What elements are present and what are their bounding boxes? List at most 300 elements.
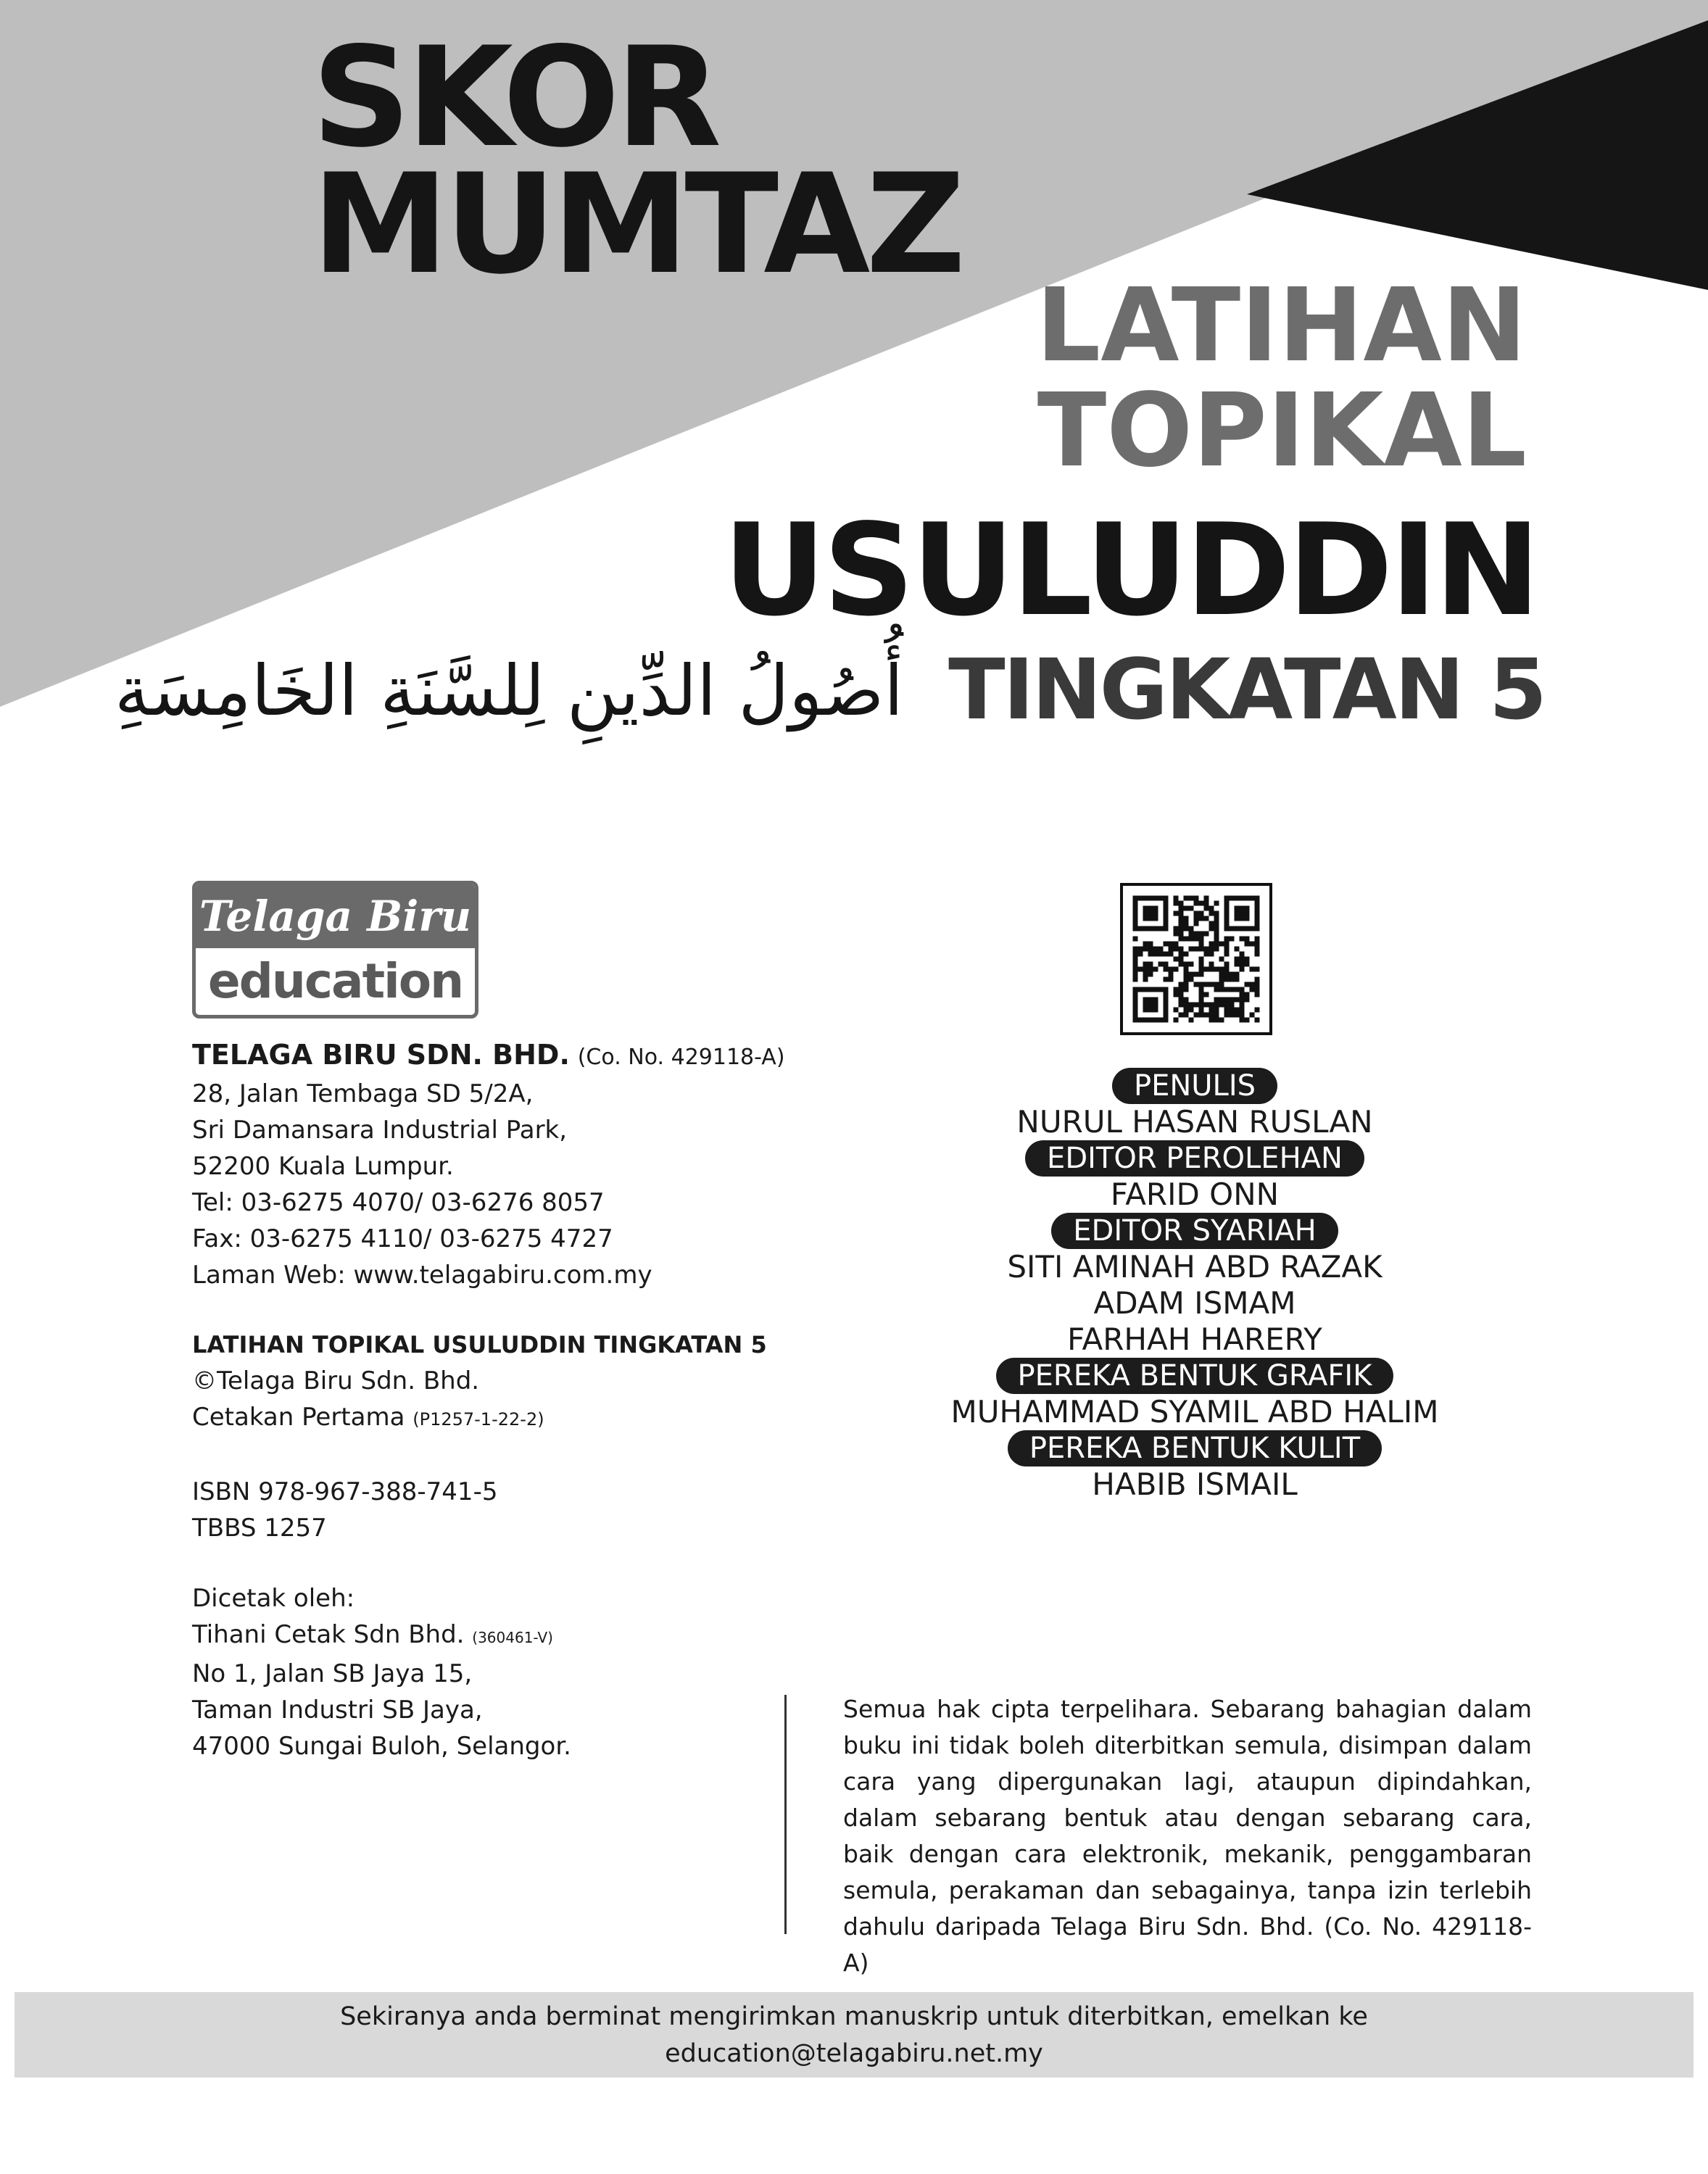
qr-module: [1148, 1008, 1153, 1013]
role-badge: PEREKA BENTUK KULIT: [1008, 1430, 1382, 1466]
qr-module: [1255, 1008, 1260, 1013]
qr-module: [1174, 967, 1179, 972]
qr-module: [1153, 1003, 1158, 1008]
qr-module: [1133, 947, 1138, 952]
publisher-fax: Fax: 03-6275 4110/ 03-6275 4727: [192, 1224, 613, 1253]
qr-module: [1179, 906, 1184, 911]
credit-group-cover-designer: [868, 1430, 1521, 1503]
qr-module: [1240, 967, 1245, 972]
qr-module: [1250, 987, 1255, 992]
qr-module: [1199, 911, 1204, 916]
qr-module: [1255, 916, 1260, 921]
qr-module: [1148, 987, 1153, 992]
qr-module: [1255, 1018, 1260, 1023]
qr-module: [1133, 1008, 1138, 1013]
qr-module: [1250, 896, 1255, 901]
qr-module: [1224, 901, 1230, 906]
subject-title: USULUDDIN: [723, 497, 1538, 644]
spacer: [192, 1437, 767, 1474]
qr-module: [1255, 911, 1260, 916]
qr-module: [1240, 906, 1245, 911]
qr-module: [1245, 926, 1250, 932]
qr-module: [1214, 926, 1219, 932]
qr-module: [1255, 921, 1260, 926]
qr-module: [1133, 957, 1138, 962]
publisher-info: [192, 1037, 785, 1293]
qr-module: [1199, 1013, 1204, 1018]
qr-module: [1189, 1018, 1194, 1023]
qr-module: [1133, 937, 1138, 942]
qr-module: [1153, 896, 1158, 901]
qr-module: [1143, 911, 1148, 916]
qr-module: [1133, 977, 1138, 982]
publisher-name-line: [192, 1037, 785, 1076]
qr-module: [1214, 916, 1219, 921]
qr-module: [1255, 982, 1260, 987]
qr-module: [1199, 982, 1204, 987]
qr-module: [1174, 992, 1179, 997]
qr-module: [1179, 952, 1184, 957]
qr-module: [1174, 1018, 1179, 1023]
qr-module: [1255, 937, 1260, 942]
qr-module: [1179, 957, 1184, 962]
qr-module: [1138, 967, 1143, 972]
book-title: LATIHAN TOPIKAL USULUDDIN TINGKATAN 5: [192, 1331, 767, 1358]
credit-name: MUHAMMAD SYAMIL ABD HALIM: [950, 1394, 1439, 1430]
qr-module: [1194, 911, 1199, 916]
qr-module: [1230, 1008, 1235, 1013]
qr-module: [1209, 1003, 1214, 1008]
credit-name: ADAM ISMAM: [1093, 1285, 1296, 1321]
qr-module: [1174, 911, 1179, 916]
qr-module: [1194, 896, 1199, 901]
qr-module: [1148, 911, 1153, 916]
qr-module: [1230, 972, 1235, 977]
qr-module: [1209, 911, 1214, 916]
qr-module: [1245, 942, 1250, 947]
qr-module: [1214, 967, 1219, 972]
qr-module: [1235, 947, 1240, 952]
qr-module: [1214, 942, 1219, 947]
qr-module: [1133, 962, 1138, 967]
qr-module: [1133, 906, 1138, 911]
qr-module: [1255, 977, 1260, 982]
qr-module: [1169, 967, 1174, 972]
qr-module: [1235, 906, 1240, 911]
qr-module: [1184, 926, 1189, 932]
qr-module: [1179, 901, 1184, 906]
qr-module: [1143, 1003, 1148, 1008]
qr-module: [1174, 1008, 1179, 1013]
book-isbn: ISBN 978-967-388-741-5: [192, 1477, 498, 1506]
qr-module: [1133, 967, 1138, 972]
qr-module: [1245, 992, 1250, 997]
qr-module: [1204, 992, 1209, 997]
qr-module: [1224, 1013, 1230, 1018]
qr-module: [1179, 911, 1184, 916]
qr-code: [1120, 883, 1272, 1035]
qr-module: [1214, 932, 1219, 937]
qr-module: [1158, 926, 1164, 932]
qr-module: [1158, 947, 1164, 952]
qr-module: [1204, 916, 1209, 921]
qr-module: [1179, 982, 1184, 987]
qr-module: [1230, 937, 1235, 942]
qr-module: [1224, 962, 1230, 967]
qr-module: [1199, 1003, 1204, 1008]
qr-module: [1194, 901, 1199, 906]
qr-module: [1179, 916, 1184, 921]
qr-module: [1214, 911, 1219, 916]
qr-module: [1235, 896, 1240, 901]
printer-info: [192, 1580, 571, 1764]
qr-module: [1235, 926, 1240, 932]
qr-module: [1143, 942, 1148, 947]
qr-module: [1255, 896, 1260, 901]
qr-module: [1179, 932, 1184, 937]
qr-module: [1224, 1008, 1230, 1013]
qr-module: [1214, 937, 1219, 942]
qr-module: [1148, 942, 1153, 947]
qr-module: [1184, 997, 1189, 1003]
book-edition-code: (P1257-1-22-2): [413, 1409, 544, 1430]
printer-address-3: 47000 Sungai Buloh, Selangor.: [192, 1732, 571, 1761]
qr-module: [1230, 987, 1235, 992]
qr-module: [1164, 901, 1169, 906]
qr-module: [1204, 982, 1209, 987]
qr-module: [1199, 901, 1204, 906]
qr-module: [1184, 952, 1189, 957]
qr-module: [1133, 992, 1138, 997]
publisher-logo: [192, 881, 478, 1018]
publisher-tel: Tel: 03-6275 4070/ 03-6276 8057: [192, 1188, 605, 1217]
qr-module: [1184, 987, 1189, 992]
qr-module: [1158, 987, 1164, 992]
qr-module: [1164, 997, 1169, 1003]
qr-module: [1230, 896, 1235, 901]
banner-email: education@telagabiru.net.my: [665, 2039, 1043, 2068]
qr-module: [1184, 1003, 1189, 1008]
qr-module: [1235, 962, 1240, 967]
qr-module: [1189, 906, 1194, 911]
qr-module: [1169, 947, 1174, 952]
qr-module: [1194, 972, 1199, 977]
qr-module: [1164, 906, 1169, 911]
qr-module: [1214, 1008, 1219, 1013]
qr-module: [1209, 947, 1214, 952]
qr-module: [1184, 921, 1189, 926]
qr-module: [1189, 1008, 1194, 1013]
book-tbbs: TBBS 1257: [192, 1514, 327, 1543]
qr-module: [1194, 932, 1199, 937]
qr-module: [1250, 926, 1255, 932]
credit-name: FARHAH HARERY: [1067, 1322, 1322, 1357]
publisher-address-1: 28, Jalan Tembaga SD 5/2A,: [192, 1079, 534, 1108]
qr-module: [1219, 987, 1224, 992]
qr-module: [1153, 1008, 1158, 1013]
role-badge: PENULIS: [1112, 1068, 1277, 1104]
qr-module: [1164, 921, 1169, 926]
qr-module: [1224, 921, 1230, 926]
qr-module: [1133, 987, 1138, 992]
qr-module: [1174, 896, 1179, 901]
qr-module: [1224, 997, 1230, 1003]
qr-module: [1214, 947, 1219, 952]
qr-module: [1148, 906, 1153, 911]
qr-module: [1148, 962, 1153, 967]
book-edition: Cetakan Pertama: [192, 1403, 405, 1432]
qr-module: [1224, 967, 1230, 972]
qr-module: [1214, 1013, 1219, 1018]
qr-module: [1164, 967, 1169, 972]
printer-name-line: [192, 1617, 571, 1656]
qr-module: [1235, 997, 1240, 1003]
qr-module: [1230, 1003, 1235, 1008]
role-badge: EDITOR SYARIAH: [1051, 1213, 1338, 1249]
qr-module: [1164, 1008, 1169, 1013]
qr-module: [1250, 982, 1255, 987]
qr-module: [1199, 987, 1204, 992]
qr-module: [1209, 906, 1214, 911]
credit-group-syariah-editor: [868, 1213, 1521, 1358]
printer-label: Dicetak oleh:: [192, 1584, 355, 1613]
qr-module: [1255, 906, 1260, 911]
qr-module: [1189, 977, 1194, 982]
logo-brand-text: Telaga Biru: [199, 892, 472, 941]
qr-module: [1214, 901, 1219, 906]
qr-module: [1143, 977, 1148, 982]
qr-module: [1138, 987, 1143, 992]
qr-module: [1164, 1013, 1169, 1018]
logo-top-band: [196, 884, 475, 948]
qr-module: [1224, 1003, 1230, 1008]
qr-module: [1153, 911, 1158, 916]
qr-module: [1245, 916, 1250, 921]
qr-module: [1153, 906, 1158, 911]
qr-module: [1240, 987, 1245, 992]
qr-module: [1224, 916, 1230, 921]
qr-module: [1230, 977, 1235, 982]
qr-module: [1133, 901, 1138, 906]
qr-module: [1153, 952, 1158, 957]
qr-module: [1245, 906, 1250, 911]
credit-group-acquisition-editor: [868, 1140, 1521, 1213]
qr-module: [1179, 937, 1184, 942]
qr-module: [1245, 1018, 1250, 1023]
qr-module: [1143, 1018, 1148, 1023]
qr-module: [1204, 906, 1209, 911]
publisher-name: TELAGA BIRU SDN. BHD.: [192, 1039, 570, 1071]
qr-module: [1199, 972, 1204, 977]
qr-module: [1250, 1013, 1255, 1018]
qr-module: [1204, 947, 1209, 952]
qr-module: [1245, 957, 1250, 962]
series-title-line1: SKOR: [312, 17, 718, 178]
qr-module: [1184, 977, 1189, 982]
qr-module: [1133, 896, 1138, 901]
qr-module: [1255, 926, 1260, 932]
rights-notice: Semua hak cipta terpelihara. Sebarang bahagian dalam buku ini tidak boleh diterbitkan semula, disimpan dalam cara yang dipergunakan lagi, ataupun dipindahkan, dalam sebarang bentuk atau dengan sebarang cara, baik dengan cara elektronik, mekanik, penggambaran semula, perakaman dan sebagainya, tanpa izin terlebih dahulu daripada Telaga Biru Sdn. Bhd. (Co. No. 429118-A): [843, 1695, 1532, 1977]
qr-module: [1169, 972, 1174, 977]
qr-module: [1235, 972, 1240, 977]
series-title-line2: MUMTAZ: [312, 144, 962, 304]
qr-module: [1209, 926, 1214, 932]
qr-module: [1204, 1013, 1209, 1018]
role-badge: EDITOR PEROLEHAN: [1025, 1140, 1364, 1177]
publisher-address-2: Sri Damansara Industrial Park,: [192, 1116, 568, 1145]
qr-module: [1174, 926, 1179, 932]
qr-module: [1184, 937, 1189, 942]
qr-module: [1255, 967, 1260, 972]
qr-module: [1194, 947, 1199, 952]
book-copyright: ©Telaga Biru Sdn. Bhd.: [192, 1366, 480, 1395]
qr-module: [1153, 987, 1158, 992]
qr-module: [1164, 916, 1169, 921]
qr-module: [1133, 952, 1138, 957]
qr-module: [1230, 1013, 1235, 1018]
qr-module: [1224, 972, 1230, 977]
qr-module: [1148, 967, 1153, 972]
qr-module: [1148, 1003, 1153, 1008]
logo-education-text: education: [207, 953, 463, 1009]
qr-module: [1148, 997, 1153, 1003]
qr-module: [1219, 982, 1224, 987]
qr-module: [1148, 1018, 1153, 1023]
qr-module: [1133, 911, 1138, 916]
qr-module: [1164, 1003, 1169, 1008]
qr-module: [1184, 982, 1189, 987]
qr-module: [1199, 967, 1204, 972]
qr-module: [1194, 982, 1199, 987]
qr-module: [1255, 987, 1260, 992]
qr-module: [1189, 932, 1194, 937]
qr-module: [1153, 947, 1158, 952]
qr-module: [1189, 937, 1194, 942]
qr-module: [1158, 896, 1164, 901]
qr-module: [1240, 916, 1245, 921]
qr-module: [1174, 901, 1179, 906]
qr-module: [1240, 962, 1245, 967]
qr-module: [1219, 1018, 1224, 1023]
qr-module: [1245, 982, 1250, 987]
qr-module: [1199, 937, 1204, 942]
qr-module: [1209, 921, 1214, 926]
qr-module: [1224, 952, 1230, 957]
publisher-address-3: 52200 Kuala Lumpur.: [192, 1152, 454, 1181]
qr-module: [1133, 1013, 1138, 1018]
qr-module: [1240, 997, 1245, 1003]
qr-module: [1219, 997, 1224, 1003]
qr-module: [1189, 947, 1194, 952]
qr-module: [1224, 911, 1230, 916]
qr-module: [1143, 916, 1148, 921]
qr-module: [1214, 987, 1219, 992]
qr-module: [1133, 1018, 1138, 1023]
qr-module: [1219, 967, 1224, 972]
printer-address-2: Taman Industri SB Jaya,: [192, 1696, 483, 1725]
printer-reg-no: (360461-V): [472, 1629, 553, 1646]
qr-module: [1189, 926, 1194, 932]
qr-module: [1214, 921, 1219, 926]
qr-module: [1164, 1018, 1169, 1023]
qr-module: [1184, 1008, 1189, 1013]
qr-module: [1235, 987, 1240, 992]
qr-module: [1204, 952, 1209, 957]
qr-module: [1199, 992, 1204, 997]
qr-module: [1184, 1013, 1189, 1018]
qr-module: [1209, 967, 1214, 972]
qr-module: [1194, 1003, 1199, 1008]
qr-module: [1164, 896, 1169, 901]
qr-module: [1219, 942, 1224, 947]
publisher-web: Laman Web: www.telagabiru.com.my: [192, 1261, 652, 1290]
qr-module: [1174, 942, 1179, 947]
qr-module: [1240, 911, 1245, 916]
qr-module: [1219, 957, 1224, 962]
qr-module: [1230, 926, 1235, 932]
qr-module: [1204, 967, 1209, 972]
qr-module: [1148, 947, 1153, 952]
qr-module: [1255, 947, 1260, 952]
qr-module: [1184, 906, 1189, 911]
qr-module: [1224, 987, 1230, 992]
logo-bottom-band: [196, 948, 475, 1015]
qr-module: [1174, 932, 1179, 937]
qr-module: [1179, 947, 1184, 952]
qr-module: [1255, 901, 1260, 906]
qr-module: [1199, 962, 1204, 967]
qr-module: [1194, 921, 1199, 926]
qr-module: [1214, 1003, 1219, 1008]
credit-name: HABIB ISMAIL: [1092, 1466, 1298, 1502]
qr-module: [1158, 1018, 1164, 1023]
credit-name: NURUL HASAN RUSLAN: [1016, 1104, 1373, 1140]
qr-module: [1189, 972, 1194, 977]
qr-module: [1133, 1003, 1138, 1008]
qr-module: [1199, 932, 1204, 937]
qr-module: [1133, 972, 1138, 977]
qr-module: [1153, 916, 1158, 921]
qr-module: [1214, 997, 1219, 1003]
qr-module: [1153, 967, 1158, 972]
qr-module: [1209, 942, 1214, 947]
qr-module: [1189, 962, 1194, 967]
qr-module: [1164, 952, 1169, 957]
qr-module: [1169, 942, 1174, 947]
qr-module: [1153, 926, 1158, 932]
qr-module: [1164, 962, 1169, 967]
qr-module: [1199, 916, 1204, 921]
qr-module: [1148, 926, 1153, 932]
qr-module: [1179, 992, 1184, 997]
printer-address-1: No 1, Jalan SB Jaya 15,: [192, 1659, 473, 1688]
banner-line1: Sekiranya anda berminat mengirimkan manuskrip untuk diterbitkan, emelkan ke: [340, 2002, 1368, 2031]
qr-module: [1189, 896, 1194, 901]
qr-module: [1209, 1008, 1214, 1013]
qr-module: [1184, 896, 1189, 901]
qr-module: [1240, 1008, 1245, 1013]
qr-module: [1148, 972, 1153, 977]
qr-module: [1179, 1003, 1184, 1008]
qr-module: [1224, 942, 1230, 947]
qr-module: [1143, 947, 1148, 952]
qr-module: [1143, 972, 1148, 977]
qr-module: [1179, 1013, 1184, 1018]
qr-module: [1158, 952, 1164, 957]
qr-module: [1240, 957, 1245, 962]
qr-module: [1224, 937, 1230, 942]
qr-module: [1219, 977, 1224, 982]
